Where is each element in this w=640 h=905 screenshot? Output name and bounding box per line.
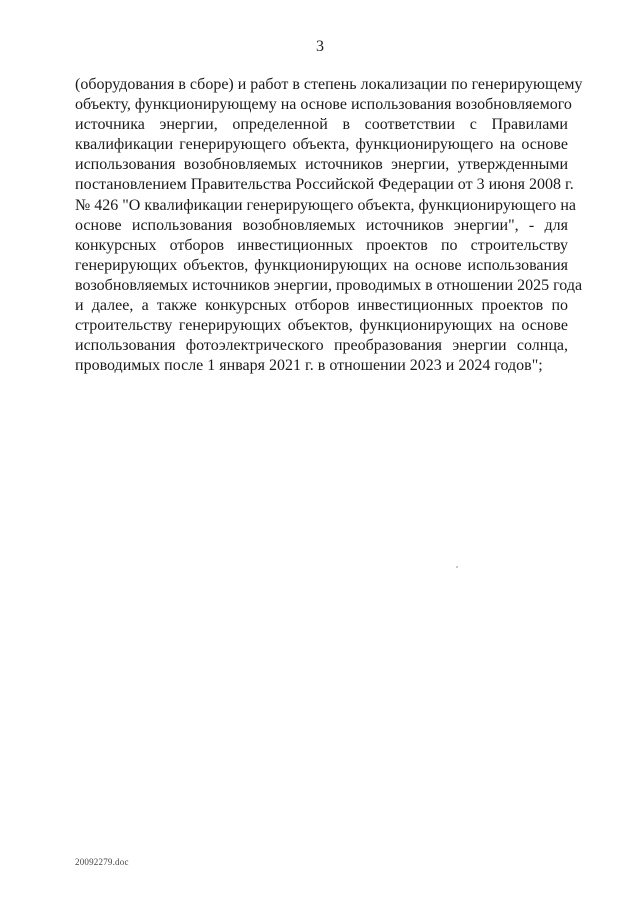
- text-line: квалификации генерирующего объекта, функционирующего на основе: [75, 136, 568, 154]
- text-line: возобновляемых источников энергии, проводимых в отношении 2025 года: [75, 276, 583, 294]
- text-line: и далее, а также конкурсных отборов инвестиционных проектов по: [75, 297, 568, 315]
- page-number: 3: [316, 38, 324, 55]
- text-line: конкурсных отборов инвестиционных проектов по строительству: [75, 236, 568, 254]
- text-line: генерирующих объектов, функционирующих на основе использования: [75, 256, 568, 274]
- footer-document-code: 20092279.doc: [75, 857, 129, 867]
- text-line: источника энергии, определенной в соответствии с Правилами: [75, 116, 568, 134]
- text-line: объекту, функционирующему на основе использования возобновляемого: [75, 96, 572, 114]
- text-line-last: проводимых после 1 января 2021 г. в отношении 2023 и 2024 годов";: [75, 357, 543, 375]
- text-line: использования фотоэлектрического преобразования энергии солнца,: [75, 337, 568, 355]
- text-line: строительству генерирующих объектов, функционирующих на основе: [75, 317, 568, 335]
- text-line: № 426 "О квалификации генерирующего объекта, функционирующего на: [75, 196, 577, 214]
- text-line: основе использования возобновляемых источников энергии", - для: [75, 216, 568, 234]
- scan-speck: [456, 566, 458, 568]
- text-line: (оборудования в сборе) и работ в степень локализации по генерирующему: [75, 76, 583, 93]
- text-line: использования возобновляемых источников энергии, утвержденными: [75, 156, 568, 174]
- text-line: постановлением Правительства Российской Федерации от 3 июня 2008 г.: [75, 176, 574, 194]
- body-paragraph: [75, 75, 583, 376]
